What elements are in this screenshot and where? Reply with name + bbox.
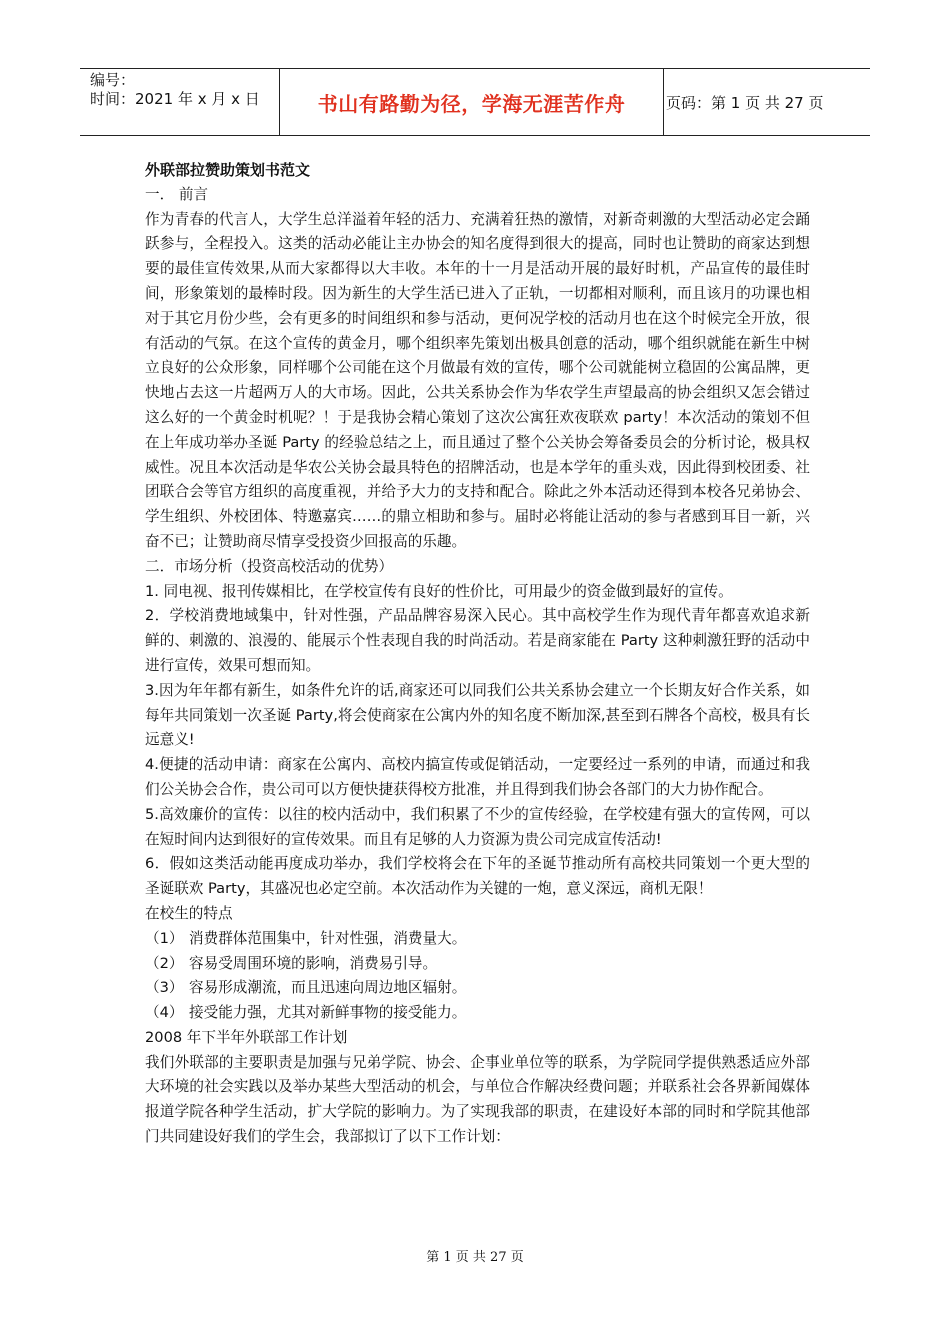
market-point: 5.高效廉价的宣传：以往的校内活动中，我们积累了不少的宣传经验，在学校建有强大的宣传网，可以在短时间内达到很好的宣传效果。而且有足够的人力资源为贵公司完成宣传活动!	[145, 805, 810, 848]
trait-number: （1）	[145, 929, 184, 947]
header-motto: 书山有路勤为径，学海无涯苦作舟	[317, 91, 626, 116]
doc-date-label: 时间：2021 年 x 月 x 日	[90, 90, 260, 108]
market-point: 3.因为年年都有新生，如条件允许的话,商家还可以同我们公共关系协会建立一个长期友好合作关系，如每年共同策划一次圣诞 Party,将会使商家在公寓内外的知名度不断加深,甚至到石牌各个高校，极具有长远意义!	[145, 681, 810, 749]
plan-heading: 2008 年下半年外联部工作计划	[145, 1028, 348, 1046]
document-body	[145, 158, 810, 1150]
page-header	[80, 68, 870, 136]
trait-item	[145, 927, 810, 952]
section-heading-market: 二．市场分析（投资高校活动的优势）	[145, 557, 394, 575]
plan-paragraph: 我们外联部的主要职责是加强与兄弟学院、协会、企事业单位等的联系，为学院同学提供熟悉适应外部大环境的社会实践以及举办某些大型活动的机会，与单位合作解决经费问题；并联系社会各界新闻媒体报道学院各种学生活动，扩大学院的影响力。为了实现我部的职责，在建设好本部的同时和学院其他部门共同建设好我们的学生会，我部拟订了以下工作计划：	[145, 1053, 810, 1146]
trait-text: 容易形成潮流，而且迅速向周边地区辐射。	[189, 979, 467, 997]
trait-number: （3）	[145, 979, 184, 997]
preface-paragraph: 作为青春的代言人，大学生总洋溢着年轻的活力、充满着狂热的激情，对新奇刺激的大型活动必定会踊跃参与，全程投入。这类的活动必能让主办协会的知名度得到很大的提高，同时也让赞助的商家达到想要的最佳宣传效果,从而大家都得以大丰收。本年的十一月是活动开展的最好时机，产品宣传的最佳时间，形象策划的最棒时段。因为新生的大学生活已进入了正轨，一切都相对顺利，而且该月的功课也相对于其它月份少些，会有更多的时间组织和参与活动，更何况学校的活动月也在这个时候完全开放，很有活动的气氛。在这个宣传的黄金月，哪个组织率先策划出极具创意的活动，哪个组织就能在新生中树立良好的公众形象，同样哪个公司能在这个月做最有效的宣传，哪个公司就能树立稳固的公寓品牌，更快地占去这一片超两万人的大市场。因此，公共关系协会作为华农学生声望最高的协会组织又怎会错过这么好的一个黄金时机呢？！于是我协会精心策划了这次公寓狂欢夜联欢 party！本次活动的策划不但在上年成功举办圣诞 Party 的经验总结之上，而且通过了整个公关协会筹备委员会的分析讨论，极具权威性。况且本次活动是华农公关协会最具特色的招牌活动，也是本学年的重头戏，因此得到校团委、社团联合会等官方组织的高度重视，并给予大力的支持和配合。除此之外本活动还得到本校各兄弟协会、学生组织、外校团体、特邀嘉宾……的鼎立相助和参与。届时必将能让活动的参与者感到耳目一新，兴奋不已；让赞助商尽情享受投资少回报高的乐趣。	[145, 210, 810, 550]
market-point: 1. 同电视、报刊传媒相比，在学校宣传有良好的性价比，可用最少的资金做到最好的宣传。	[145, 582, 733, 600]
traits-heading: 在校生的特点	[145, 904, 233, 922]
trait-item	[145, 1001, 810, 1026]
trait-text: 接受能力强，尤其对新鲜事物的接受能力。	[189, 1004, 467, 1022]
trait-item	[145, 952, 810, 977]
doc-number-label: 编号：	[90, 71, 136, 89]
trait-item	[145, 976, 810, 1001]
trait-number: （4）	[145, 1004, 184, 1022]
section-heading-preface: 一． 前言	[145, 185, 209, 203]
page-footer: 第 1 页 共 27 页	[426, 1250, 524, 1265]
header-page-info: 页码：第 1 页 共 27 页	[666, 93, 824, 112]
trait-number: （2）	[145, 954, 184, 972]
market-point: 6．假如这类活动能再度成功举办，我们学校将会在下年的圣诞节推动所有高校共同策划一个更大型的圣诞联欢 Party，其盛况也必定空前。本次活动作为关键的一炮，意义深远，商机无限！	[145, 855, 810, 898]
market-point: 2．学校消费地域集中，针对性强，产品品牌容易深入民心。其中高校学生作为现代青年都喜欢追求新鲜的、刺激的、浪漫的、能展示个性表现自我的时尚活动。若是商家能在 Party 这种刺激狂野的活动中进行宣传，效果可想而知。	[145, 607, 810, 674]
trait-text: 容易受周围环境的影响，消费易引导。	[189, 954, 438, 972]
header-meta	[90, 71, 260, 109]
document-title: 外联部拉赞助策划书范文	[145, 161, 311, 179]
market-point: 4.便捷的活动申请：商家在公寓内、高校内搞宣传或促销活动，一定要经过一系列的申请，而通过和我们公关协会合作，贵公司可以方便快捷获得校方批准，并且得到我们协会各部门的大力协作配合。	[145, 756, 810, 798]
trait-text: 消费群体范围集中，针对性强，消费量大。	[189, 929, 467, 947]
